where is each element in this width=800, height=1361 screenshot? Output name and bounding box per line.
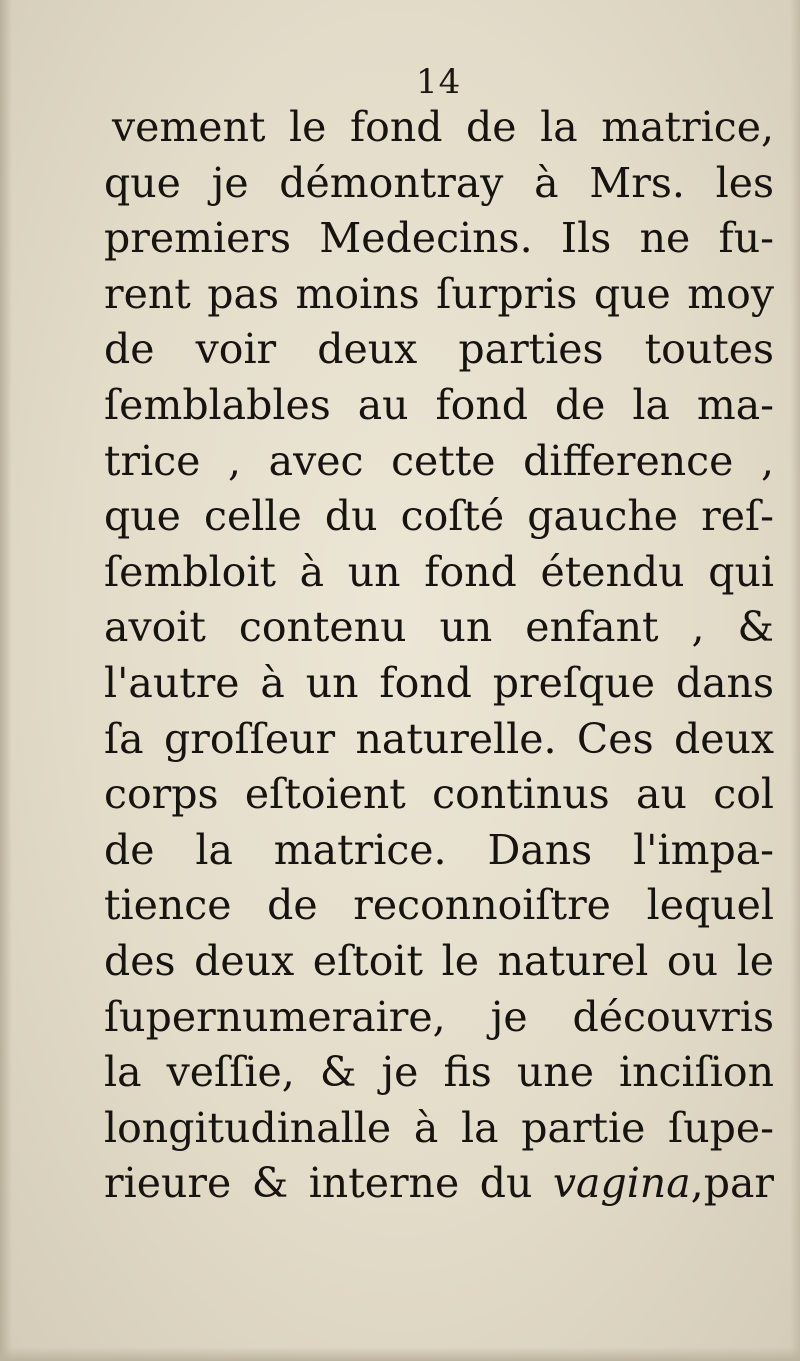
text-line: des deux eſtoit le naturel ou le (104, 936, 774, 985)
text-line: ſembloit à un fond étendu qui (104, 547, 774, 596)
text-line: ſemblables au fond de la ma- (104, 380, 774, 429)
page-number: 14 (416, 62, 462, 102)
text-line: ſa groſſeur naturelle. Ces deux (104, 714, 774, 763)
text-line: trice , avec cette difference , (104, 436, 774, 485)
text-line-last (104, 1156, 774, 1212)
page-edge-shadow (790, 0, 800, 1361)
text-line: la veſſie, & je fis une inciſion (104, 1048, 774, 1097)
page-gutter-shadow (0, 0, 12, 1361)
text-line: que celle du coſté gauche reſ- (104, 492, 774, 541)
text-line: corps eſtoient continus au col (104, 770, 774, 819)
text-line: de la matrice. Dans l'impa- (104, 825, 774, 874)
text-line: vement le fond de la matrice, (112, 103, 774, 151)
text-line: tience de reconnoiſtre lequel (104, 881, 774, 930)
text-line: ſupernumeraire, je découvris (104, 992, 774, 1041)
text-line: rent pas moins ſurpris que moy (104, 269, 774, 318)
italic-term: vagina (552, 1159, 691, 1208)
text-line: de voir deux parties toutes (104, 325, 774, 374)
body-text (104, 100, 774, 1212)
text-segment: ,par (690, 1159, 774, 1208)
page-bottom-shadow (0, 1347, 800, 1361)
text-line: que je démontray à Mrs. les (104, 158, 774, 207)
text-line: avoit contenu un enfant , & (104, 603, 774, 652)
text-segment: rieure & interne du (104, 1159, 553, 1208)
text-line: longitudinalle à la partie ſupe- (104, 1103, 774, 1152)
text-line: premiers Medecins. Ils ne fu- (104, 214, 774, 263)
text-line: l'autre à un fond preſque dans (104, 658, 774, 707)
